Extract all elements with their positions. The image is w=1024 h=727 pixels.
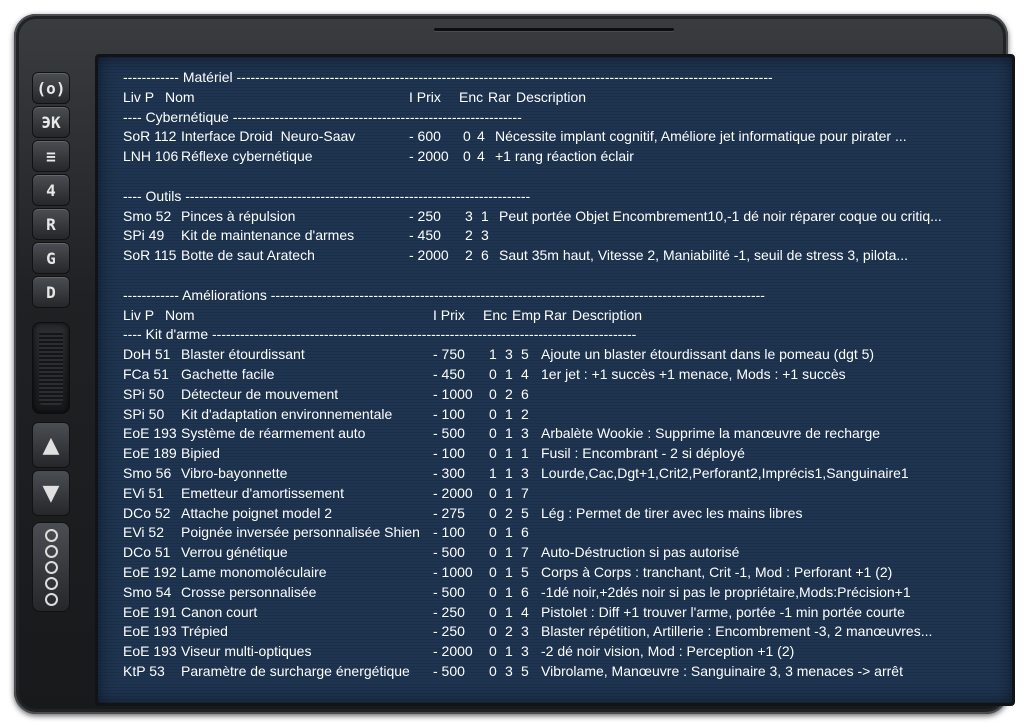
dot-icon <box>45 529 58 542</box>
item-rar: 1 <box>521 445 529 462</box>
section-header-materiel <box>123 68 942 88</box>
item-nom: Kit de maintenance d'armes <box>181 227 355 244</box>
item-enc: 0 <box>489 544 497 561</box>
item-prix: - 2000 <box>433 643 473 660</box>
col-liv: Liv P <box>123 88 155 105</box>
item-prix: - 2000 <box>409 148 449 165</box>
item-emp: 1 <box>505 603 513 620</box>
item-rar: 4 <box>521 365 529 382</box>
item-nom: Bipied <box>181 445 220 462</box>
item-rar: 5 <box>521 662 529 679</box>
item-emp: 2 <box>505 385 513 402</box>
item-nom: Verrou génétique <box>181 544 288 561</box>
item-prix: - 450 <box>409 227 441 244</box>
item-nom: Botte de saut Aratech <box>181 247 315 264</box>
col-desc: Description <box>572 306 643 323</box>
item-enc: 0 <box>489 504 497 521</box>
item-emp: 1 <box>505 365 513 382</box>
item-liv: LNH 106 <box>123 148 179 165</box>
item-prix: - 500 <box>433 662 465 679</box>
item-desc: 1er jet : +1 succès +1 menace, Mods : +1 succès <box>541 365 846 382</box>
item-desc: Lég : Permet de tirer avec les mains libres <box>541 504 803 521</box>
list-item <box>123 642 942 662</box>
item-desc: Pistolet : Diff +1 trouver l'arme, portée -1 min portée courte <box>541 603 905 620</box>
col-nom: Nom <box>165 88 195 105</box>
item-nom: Système de réarmement auto <box>181 425 366 442</box>
item-enc: 0 <box>489 583 497 600</box>
item-nom: Pinces à répulsion <box>181 207 296 224</box>
col-nom: Nom <box>165 306 195 323</box>
item-nom: Détecteur de mouvement <box>181 385 339 402</box>
side-button-4[interactable]: 4 <box>32 174 70 206</box>
item-prix: - 100 <box>433 405 465 422</box>
blank-line <box>123 266 942 286</box>
item-desc: Saut 35m haut, Vitesse 2, Maniabilité -1, seuil de stress 3, pilota... <box>499 247 909 264</box>
item-emp: 1 <box>505 643 513 660</box>
item-nom: Vibro-bayonnette <box>181 464 288 481</box>
item-liv: SoR 112 <box>123 128 177 145</box>
item-liv: FCa 51 <box>123 365 169 382</box>
item-nom: Blaster étourdissant <box>181 346 305 363</box>
item-prix: - 250 <box>433 623 465 640</box>
item-rar: 3 <box>481 227 489 244</box>
item-enc: 0 <box>489 563 497 580</box>
item-desc: Corps à Corps : tranchant, Crit -1, Mod : Perforant +1 (2) <box>541 563 893 580</box>
side-grip <box>32 322 70 414</box>
item-liv: Smo 52 <box>123 207 172 224</box>
down-arrow-icon: ▼ <box>42 480 60 506</box>
device-frame <box>14 14 1008 714</box>
item-enc: 0 <box>489 662 497 679</box>
item-emp: 1 <box>505 405 513 422</box>
side-button-2[interactable]: ЭK <box>32 106 70 138</box>
item-prix: - 275 <box>433 504 465 521</box>
list-item <box>123 226 942 246</box>
item-desc: Lourde,Cac,Dgt+1,Crit2,Perforant2,Imprécis1,Sanguinaire1 <box>541 464 909 481</box>
item-nom: Interface Droid Neuro-Saav <box>181 128 356 145</box>
dot-icon <box>45 561 58 574</box>
item-prix: - 500 <box>433 425 465 442</box>
item-emp: 1 <box>505 544 513 561</box>
item-emp: 2 <box>505 504 513 521</box>
item-nom: Lame monomoléculaire <box>181 563 327 580</box>
item-liv: EVi 52 <box>123 524 164 541</box>
item-emp: 1 <box>505 445 513 462</box>
item-rar: 3 <box>521 464 529 481</box>
item-liv: Smo 56 <box>123 464 172 481</box>
category-header <box>123 187 942 207</box>
item-emp: 1 <box>505 563 513 580</box>
item-enc: 0 <box>489 524 497 541</box>
list-item <box>123 622 942 642</box>
item-enc: 1 <box>489 346 497 363</box>
blank-line <box>123 167 942 187</box>
item-nom: Attache poignet model 2 <box>181 504 332 521</box>
item-desc: -1dé noir,+2dés noir si pas le propriétaire,Mods:Précision+1 <box>541 583 911 600</box>
section-header: ------------ Améliorations ---------------------------------------------------------------------------------------------------------- <box>123 286 765 303</box>
top-grip <box>434 28 674 31</box>
item-liv: EoE 192 <box>123 563 177 580</box>
category-header: ---- Cybernétique -------------------------------------------------------------- <box>123 108 522 125</box>
column-header <box>123 306 942 326</box>
list-item <box>123 127 942 147</box>
item-emp: 2 <box>505 623 513 640</box>
item-enc: 0 <box>489 623 497 640</box>
item-emp: 1 <box>505 464 513 481</box>
item-emp: 1 <box>505 484 513 501</box>
item-desc: Ajoute un blaster étourdissant dans le pomeau (dgt 5) <box>541 346 875 363</box>
item-liv: EoE 191 <box>123 603 177 620</box>
item-emp: 1 <box>505 583 513 600</box>
item-rar: 3 <box>521 623 529 640</box>
list-item <box>123 424 942 444</box>
list-item <box>123 583 942 603</box>
item-prix: - 600 <box>409 128 441 145</box>
item-rar: 5 <box>521 504 529 521</box>
col-prix: I Prix <box>433 306 465 323</box>
item-prix: - 500 <box>433 544 465 561</box>
item-emp: 1 <box>505 524 513 541</box>
category-header: ---- Outils -------------------------------------------------------------------------- <box>123 187 531 204</box>
col-liv: Liv P <box>123 306 155 323</box>
menu-dots-button[interactable] <box>32 522 70 612</box>
item-desc: Peut portée Objet Encombrement10,-1 dé noir réparer coque ou critiq... <box>499 207 942 224</box>
list-item <box>123 523 942 543</box>
item-rar: 7 <box>521 544 529 561</box>
item-prix: - 1000 <box>433 563 473 580</box>
col-enc: Enc <box>483 306 508 323</box>
col-prix: I Prix <box>409 88 441 105</box>
item-nom: Emetteur d'amortissement <box>181 484 344 501</box>
item-emp: 3 <box>505 346 513 363</box>
item-enc: 0 <box>489 643 497 660</box>
list-item <box>123 365 942 385</box>
item-prix: - 300 <box>433 464 465 481</box>
item-liv: KtP 53 <box>123 662 165 679</box>
item-desc: Blaster répétition, Artillerie : Encombrement -3, 2 manœuvres... <box>541 623 933 640</box>
col-desc: Description <box>516 88 587 105</box>
inventory-text <box>123 68 942 682</box>
item-liv: SPi 50 <box>123 385 165 402</box>
category-header: ---- Kit d'arme ------------------------------------------------------------------------------------------- <box>123 326 637 343</box>
side-button-6[interactable]: G <box>32 242 70 274</box>
item-liv: EVi 51 <box>123 484 164 501</box>
item-rar: 3 <box>521 643 529 660</box>
side-button-7[interactable]: D <box>32 276 70 308</box>
list-item <box>123 207 942 227</box>
item-liv: EoE 189 <box>123 445 177 462</box>
item-desc: +1 rang réaction éclair <box>495 148 634 165</box>
item-nom: Réflexe cybernétique <box>181 148 313 165</box>
item-prix: - 2000 <box>433 484 473 501</box>
item-rar: 6 <box>521 583 529 600</box>
category-header <box>123 325 942 345</box>
item-enc: 0 <box>489 425 497 442</box>
dot-icon <box>45 577 58 590</box>
item-enc: 1 <box>489 464 497 481</box>
screen <box>95 54 1015 706</box>
category-header <box>123 108 942 128</box>
item-desc: Fusil : Encombrant - 2 si déployé <box>541 445 745 462</box>
list-item <box>123 246 942 266</box>
side-button-5[interactable]: R <box>32 208 70 240</box>
list-item <box>123 603 942 623</box>
item-desc: Vibrolame, Manœuvre : Sanguinaire 3, 3 menaces -> arrêt <box>541 662 903 679</box>
item-nom: Viseur multi-optiques <box>181 643 312 660</box>
item-liv: EoE 193 <box>123 623 177 640</box>
item-nom: Poignée inversée personnalisée Shien <box>181 524 420 541</box>
item-rar: 6 <box>481 247 489 264</box>
item-rar: 4 <box>521 603 529 620</box>
item-enc: 0 <box>463 128 471 145</box>
item-liv: SoR 115 <box>123 247 177 264</box>
item-rar: 7 <box>521 484 529 501</box>
item-rar: 2 <box>521 405 529 422</box>
item-enc: 0 <box>489 484 497 501</box>
dot-icon <box>45 593 58 606</box>
col-enc: Enc <box>459 88 484 105</box>
item-prix: - 100 <box>433 524 465 541</box>
item-rar: 5 <box>521 563 529 580</box>
list-item <box>123 504 942 524</box>
list-item <box>123 662 942 682</box>
item-enc: 3 <box>465 207 473 224</box>
list-item <box>123 464 942 484</box>
side-button-3[interactable]: ≡ <box>32 140 70 172</box>
list-item <box>123 563 942 583</box>
list-item <box>123 385 942 405</box>
item-rar: 6 <box>521 524 529 541</box>
up-arrow-icon: ▲ <box>42 432 60 458</box>
item-rar: 4 <box>477 128 485 145</box>
item-nom: Canon court <box>181 603 258 620</box>
section-header-ameliorations <box>123 286 942 306</box>
item-desc: Nécessite implant cognitif, Améliore jet informatique pour pirater ... <box>495 128 907 145</box>
item-prix: - 500 <box>433 583 465 600</box>
item-enc: 0 <box>489 385 497 402</box>
side-button-1[interactable]: (o) <box>32 72 70 104</box>
item-prix: - 1000 <box>433 385 473 402</box>
item-enc: 2 <box>465 227 473 244</box>
section-header: ------------ Matériel ------------------------------------------------------------------------------------------------------------------- <box>123 69 773 85</box>
item-desc: -2 dé noir vision, Mod : Perception +1 (2) <box>541 643 795 660</box>
col-rar: Rar <box>488 88 511 105</box>
item-enc: 0 <box>463 148 471 165</box>
item-rar: 6 <box>521 385 529 402</box>
item-desc: Arbalète Wookie : Supprime la manœuvre de recharge <box>541 425 881 442</box>
item-prix: - 450 <box>433 365 465 382</box>
scroll-down-button[interactable] <box>32 470 70 516</box>
item-prix: - 2000 <box>409 247 449 264</box>
item-liv: DoH 51 <box>123 346 171 363</box>
list-item <box>123 405 942 425</box>
scroll-up-button[interactable] <box>32 422 70 468</box>
item-nom: Trépied <box>181 623 228 640</box>
item-rar: 5 <box>521 346 529 363</box>
item-liv: EoE 193 <box>123 643 177 660</box>
item-prix: - 250 <box>433 603 465 620</box>
item-liv: DCo 51 <box>123 544 171 561</box>
item-liv: SPi 49 <box>123 227 165 244</box>
list-item <box>123 484 942 504</box>
dot-icon <box>45 545 58 558</box>
item-prix: - 750 <box>433 346 465 363</box>
item-emp: 1 <box>505 425 513 442</box>
item-enc: 0 <box>489 445 497 462</box>
item-nom: Paramètre de surcharge énergétique <box>181 662 410 679</box>
col-emp: Emp <box>512 306 541 323</box>
item-enc: 0 <box>489 405 497 422</box>
item-nom: Crosse personnalisée <box>181 583 317 600</box>
list-item <box>123 444 942 464</box>
item-emp: 3 <box>505 662 513 679</box>
item-enc: 0 <box>489 603 497 620</box>
item-rar: 1 <box>481 207 489 224</box>
item-prix: - 250 <box>409 207 441 224</box>
list-item <box>123 345 942 365</box>
item-liv: EoE 193 <box>123 425 177 442</box>
item-enc: 2 <box>465 247 473 264</box>
list-item <box>123 543 942 563</box>
item-rar: 3 <box>521 425 529 442</box>
item-liv: DCo 52 <box>123 504 171 521</box>
item-liv: SPi 50 <box>123 405 165 422</box>
list-item <box>123 147 942 167</box>
item-nom: Gachette facile <box>181 365 275 382</box>
item-nom: Kit d'adaptation environnementale <box>181 405 393 422</box>
item-enc: 0 <box>489 365 497 382</box>
item-prix: - 100 <box>433 445 465 462</box>
col-rar: Rar <box>544 306 567 323</box>
column-header <box>123 88 942 108</box>
item-liv: Smo 54 <box>123 583 172 600</box>
item-desc: Auto-Déstruction si pas autorisé <box>541 544 740 561</box>
item-rar: 4 <box>477 148 485 165</box>
